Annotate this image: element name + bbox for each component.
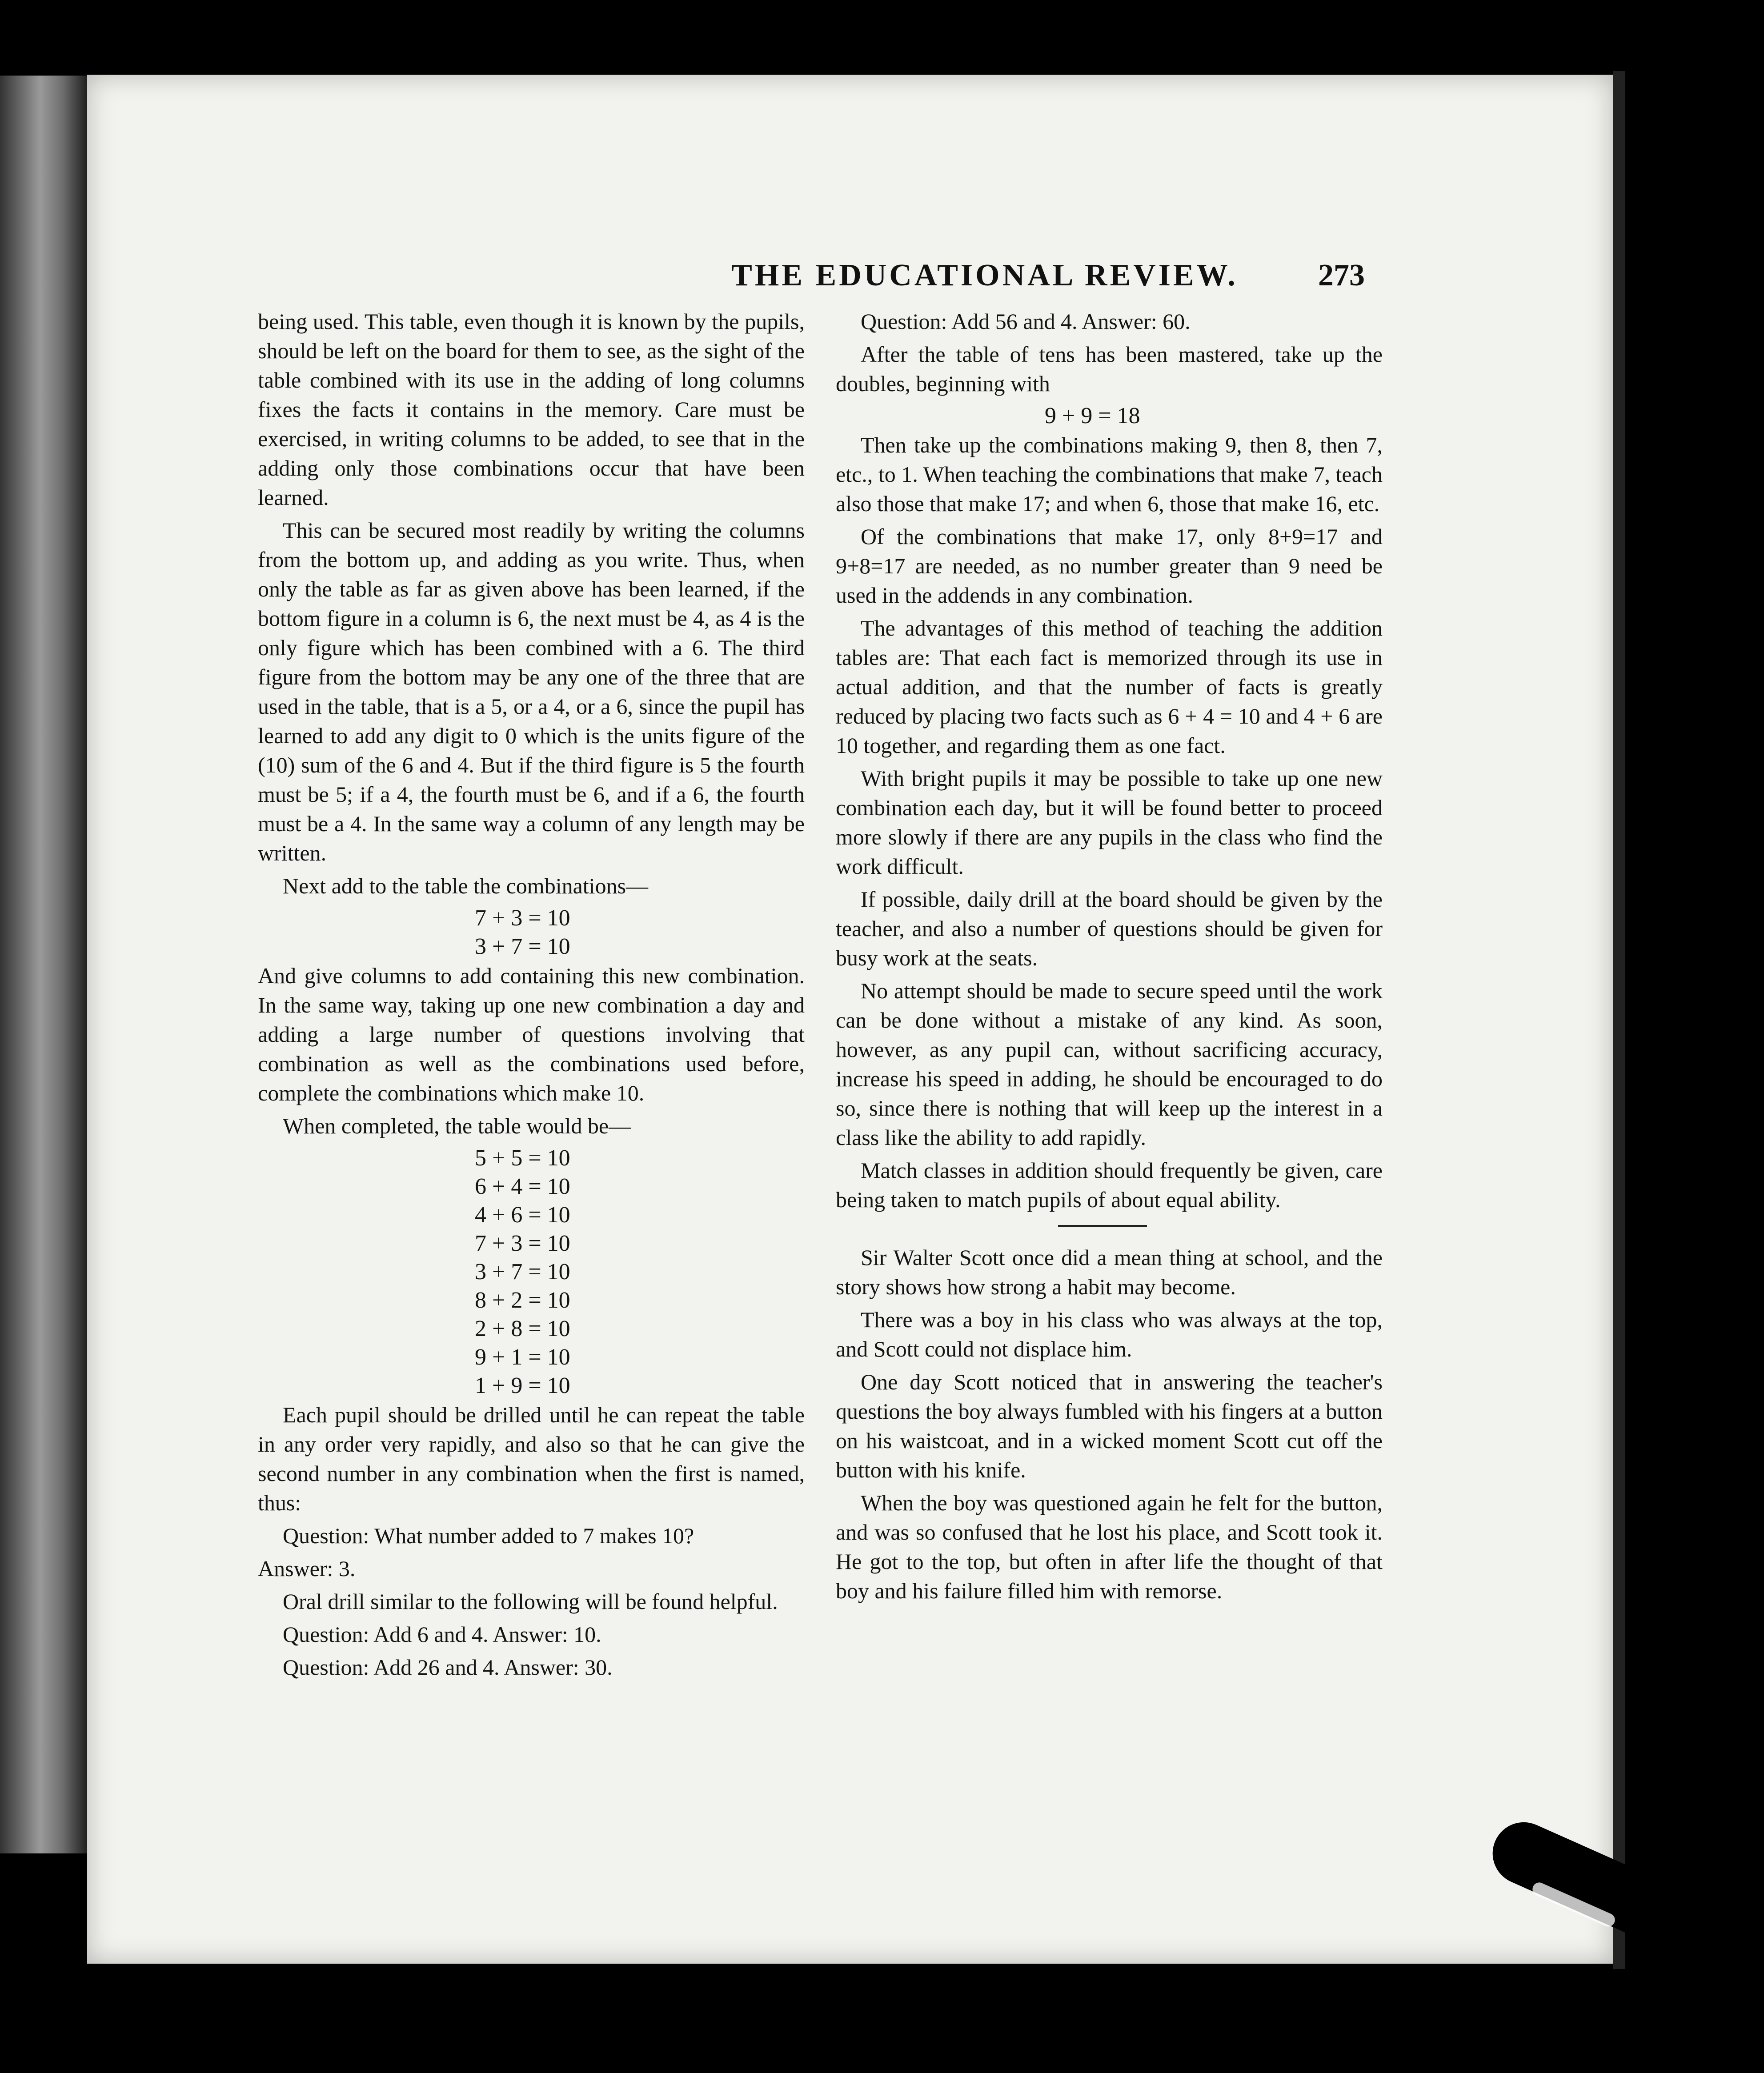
paragraph: When the boy was questioned again he felt for the button, and was so confused that he lost his place, and Scott took it. He got to the top, but often in after life the thought of that boy and his failure filled him with remorse. [836,1490,1383,1603]
paragraph: The advantages of this method of teaching the addition tables are: That each fact is memorized through its use in actual addition, and that the number of facts is greatly reduced by placing two facts such as 6 + 4 = 10 and 4 + 6 are 10 together, and regarding them as one fact. [836,616,1383,758]
question-line: Question: What number added to 7 makes 10? [283,1523,694,1548]
paragraph: Of the combinations that make 17, only 8+9=17 and 9+8=17 are needed, as no number greater than 9 need be used in the addends in any combination. [836,524,1383,608]
addition-table [258,1144,805,1400]
paragraph: This can be secured most readily by writing the columns from the bottom up, and adding as you write. Thus, when only the table as far as given above has been learned, if the bottom figure in a column is 6, the next must be 4, as 4 is the only figure which has been combined with a 6. The third figure from the bottom may be any one of the three that are used in the table, that is a 5, or a 4, or a 6, since the pupil has learned to add any digit to 0 which is the units figure of the (10) sum of the 6 and 4. But if the third figure is 5 the fourth must be 5; if a 4, the fourth must be 6, and if a 6, the fourth must be a 4. In the same way a column of any length may be written. [258,518,805,865]
page-right-shadow [1613,71,1625,1969]
paragraph: Sir Walter Scott once did a mean thing at school, and the story shows how strong a habit may become. [836,1245,1383,1299]
paragraph: being used. This table, even though it is known by the pupils, should be left on the board for them to see, as the sight of the table combined with its use in the adding of long columns fixes the facts it contains in the memory. Care must be exercised, in writing columns to be added, to see that in the adding only those combinations occur that have been learned. [258,309,805,510]
table-row: 5 + 5 = 10 [475,1145,570,1171]
paragraph: With bright pupils it may be possible to take up one new combination each day, but it will be found better to proceed more slowly if there are any pupils in the class who find the work difficult. [836,766,1383,879]
table-row: 1 + 9 = 10 [475,1373,570,1398]
paragraph: Match classes in addition should frequently be given, care being taken to match pupils of about equal ability. [836,1158,1383,1212]
right-column [836,307,1383,1609]
paragraph: Then take up the combinations making 9, then 8, then 7, etc., to 1. When teaching the combinations that make 7, teach also those that make 17; and when 6, those that make 16, etc. [836,432,1383,516]
table-row: 7 + 3 = 10 [475,1231,570,1256]
equation: 7 + 3 = 10 [475,905,570,931]
answer-line: Answer: 3. [258,1556,356,1581]
question-line: Question: Add 26 and 4. Answer: 30. [283,1655,613,1680]
table-row: 6 + 4 = 10 [475,1174,570,1199]
left-column [258,307,805,1685]
equation: 9 + 9 = 18 [1045,403,1140,428]
question-line: Question: Add 6 and 4. Answer: 10. [283,1622,601,1647]
running-header: THE EDUCATIONAL REVIEW. [731,258,1238,292]
table-row: 9 + 1 = 10 [475,1345,570,1370]
paragraph: There was a boy in his class who was always at the top, and Scott could not displace him. [836,1307,1383,1361]
section-divider [1058,1225,1147,1227]
paragraph: And give columns to add containing this new combination. In the same way, taking up one new combination a day and adding a large number of questions involving that combination as well as the combinations used before, complete the combinations which make 10. [258,963,805,1105]
table-row: 8 + 2 = 10 [475,1288,570,1313]
table-row: 4 + 6 = 10 [475,1202,570,1228]
equation: 3 + 7 = 10 [475,934,570,959]
table-row: 2 + 8 = 10 [475,1316,570,1341]
paragraph: If possible, daily drill at the board should be given by the teacher, and also a number of questions should be given for busy work at the seats. [836,887,1383,970]
paragraph: After the table of tens has been mastered, take up the doubles, beginning with [836,342,1383,396]
book-spine-edge [0,76,89,1853]
table-row: 3 + 7 = 10 [475,1259,570,1285]
question-line: Question: Add 56 and 4. Answer: 60. [861,309,1191,334]
paragraph: No attempt should be made to secure speed until the work can be done without a mistake of any kind. As soon, however, as any pupil can, without sacrificing accuracy, increase his speed in adding, he should be encouraged to do so, since there is nothing that will keep up the interest in a class like the ability to add rapidly. [836,978,1383,1150]
paragraph: When completed, the table would be— [283,1113,631,1138]
paragraph: One day Scott noticed that in answering the teacher's questions the boy always fumbled with his fingers at a button on his waistcoat, and in a wicked moment Scott cut off the button with his knife. [836,1369,1383,1482]
paragraph: Next add to the table the combinations— [283,873,649,898]
page-number: 273 [1318,258,1365,292]
paragraph: Each pupil should be drilled until he can repeat the table in any order very rapidly, and also so that he can give the second number in any combination when the first is named, thus: [258,1402,805,1515]
paragraph: Oral drill similar to the following will be found helpful. [283,1589,778,1614]
